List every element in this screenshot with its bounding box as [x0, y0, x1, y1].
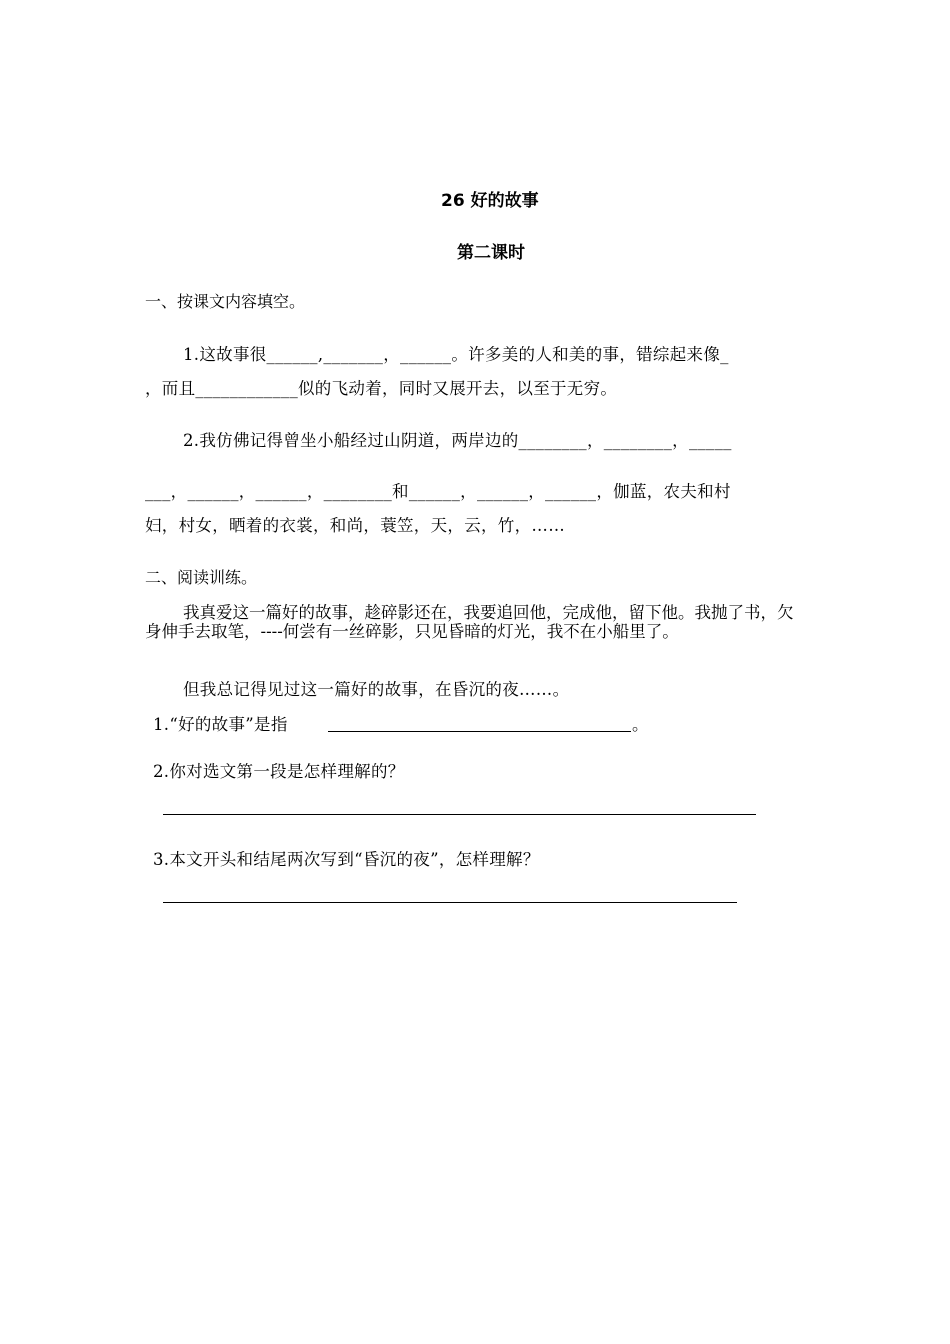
- reading-q2-answer-line[interactable]: [163, 814, 756, 815]
- section1-q1-line2: ，而且____________似的飞动着，同时又展开去，以至于无穷。: [145, 379, 618, 398]
- reading-q3-answer-line[interactable]: [163, 902, 737, 903]
- reading-passage-para1: 我真爱这一篇好的故事，趁碎影还在，我要追回他，完成他，留下他。我抛了书，欠身伸手去取笔，----何尝有一丝碎影，只见昏暗的灯光，我不在小船里了。: [145, 603, 794, 641]
- reading-q2: 2.你对选文第一段是怎样理解的？: [153, 762, 405, 781]
- reading-q1-prefix: 1.“好的故事”是指: [153, 715, 288, 734]
- section1-heading: 一、按课文内容填空。: [145, 292, 306, 311]
- section1-q2-line1: 2.我仿佛记得曾坐小船经过山阴道，两岸边的________，________，_____: [183, 431, 732, 450]
- section1-q2-line2: ___，______，______，________和______，______，______，伽蓝，农夫和村: [145, 482, 731, 501]
- reading-q3: 3.本文开头和结尾两次写到“昏沉的夜”，怎样理解？: [153, 850, 540, 869]
- section1-q1-line1: 1.这故事很______,_______，______。许多美的人和美的事，错综起来像_: [183, 345, 729, 364]
- reading-q1-answer-line[interactable]: [328, 731, 631, 732]
- reading-passage-para2: 但我总记得见过这一篇好的故事，在昏沉的夜……。: [183, 680, 570, 699]
- section2-heading: 二、阅读训练。: [145, 568, 258, 587]
- page-title: 26 好的故事: [441, 191, 539, 211]
- lesson-subtitle: 第二课时: [457, 243, 525, 263]
- reading-q1-suffix: 。: [632, 715, 649, 734]
- section1-q2-line3: 妇，村女，晒着的衣裳，和尚，蓑笠，天，云，竹，……: [145, 516, 565, 535]
